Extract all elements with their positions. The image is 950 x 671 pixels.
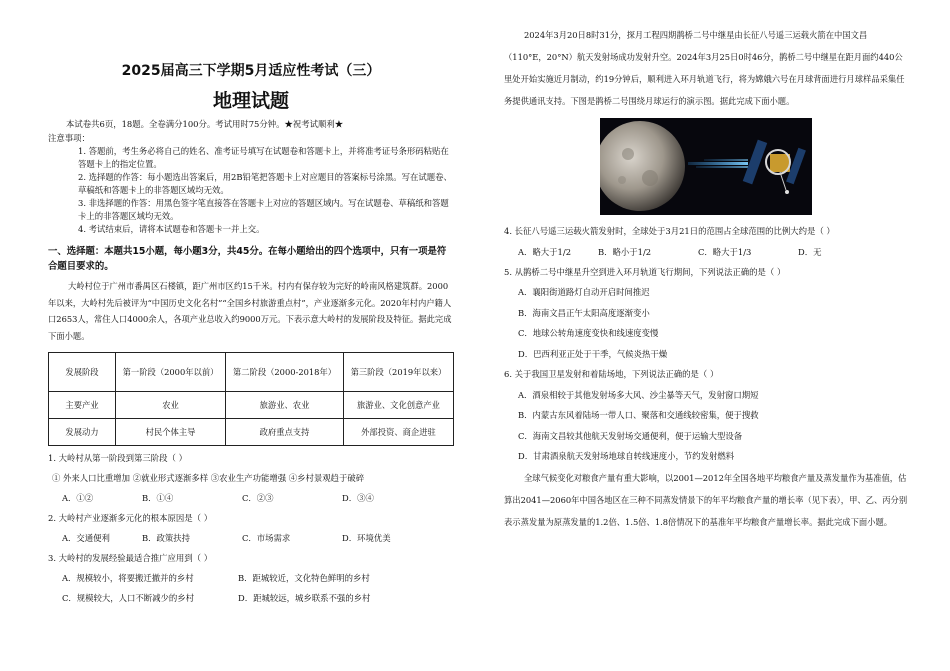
- table-cell: 旅游业、农业: [226, 392, 344, 419]
- notice-item: 3. 非选择题的作答：用黑色签字笔直接答在答题卡上对应的答题区域内。写在试题卷、草稿纸和答题卡上的非答题区域均无效。: [78, 198, 449, 221]
- outro-paragraph: 全球气候变化对粮食产量有重大影响，以2001—2012年全国各地平均粮食产量及蒸发量作为基准值，估算出2041—2060年中国各地区在三种不同蒸发情景下的年平均粮食产量的增长率（见下表），甲、乙、丙分别表示蒸发量为原蒸发量的1.2倍、1.5倍、1.8倍情况下的基准年平均粮食产量增长率。据此完成下面小题。: [504, 472, 908, 527]
- table-cell: 农业: [116, 392, 226, 419]
- table-cell: 政府重点支持: [226, 419, 344, 446]
- left-column: [48, 56, 454, 608]
- option-b[interactable]: B．内蒙古东风着陆场一带人口、聚落和交通线较密集，便于搜救: [518, 410, 759, 420]
- option-d[interactable]: D．③④: [342, 493, 374, 503]
- table-cell: 主要产业: [49, 392, 116, 419]
- intro-paragraph: 2024年3月20日8时31分，探月工程四期鹊桥二号中继星由长征八号遥三运载火箭在中国文昌（110°E，20°N）航天发射场成功发射升空。2024年3月25日0时46分，鹊桥二号中继星在距月面约440公里处开始实施近月制动，约19分钟后，顺利进入环月轨道飞行，将为嫦娥六号在月球背面进行月球样品采集任务提供通讯支持。下图是鹊桥二号围绕月球运行的演示图。据此完成下面小题。: [504, 30, 905, 106]
- subject-title: 地理试题: [212, 90, 289, 112]
- table-cell: 发展动力: [49, 419, 116, 446]
- question-3-options-row1: [48, 568, 454, 588]
- intro-paragraph: 大岭村位于广州市番禺区石楼镇，距广州市区约15千米。村内有保存较为完好的岭南风格建筑群。2000年以来，大岭村先后被评为“中国历史文化名村”“全国乡村旅游重点村”，产业逐渐多元化。2020年村内户籍人口2653人，常住人口4000余人，各项产业总收入约9000万元。下表示意大岭村的发展阶段及特征。据此完成下面小题。: [48, 281, 452, 341]
- notice-label: 注意事项：: [48, 133, 90, 143]
- option-d[interactable]: D．无: [798, 246, 822, 257]
- option-c[interactable]: C．市场需求: [242, 533, 291, 543]
- question-2-stem: 2. 大岭村产业逐渐多元化的根本原因是（ ）: [48, 513, 213, 523]
- right-column: [504, 24, 908, 533]
- option-a[interactable]: A．①②: [62, 493, 94, 503]
- question-1-stem: 1. 大岭村从第一阶段到第三阶段（ ）: [48, 453, 187, 463]
- option-b[interactable]: B．海南文昌正午太阳高度逐渐变小: [518, 307, 650, 318]
- option-b[interactable]: B．距城较近，文化特色鲜明的乡村: [238, 573, 370, 583]
- option-b[interactable]: B．政策扶持: [142, 533, 191, 543]
- exam-info: 本试卷共6页，18题。全卷满分100分。考试用时75分钟。★祝考试顺利★: [66, 119, 344, 129]
- question-6-stem: 6. 关于我国卫星发射和着陆场地，下列说法正确的是（ ）: [504, 369, 719, 379]
- exam-title: 2025届高三下学期5月适应性考试（三）: [121, 63, 381, 79]
- option-b[interactable]: B．略小于1/2: [598, 246, 652, 257]
- section-title: 一、选择题：本题共15小题，每小题3分，共45分。在每小题给出的四个选项中，只有一项是符合题目要求的。: [48, 246, 447, 272]
- option-a[interactable]: A．酒泉相较于其他发射场多大风、沙尘暴等天气，发射窗口期短: [518, 389, 759, 400]
- table-cell: 村民个体主导: [116, 419, 226, 446]
- question-3-stem: 3. 大岭村的发展经验最适合推广应用到（ ）: [48, 553, 213, 563]
- option-d[interactable]: D．巴西利亚正处于干季，气候炎热干燥: [518, 348, 668, 359]
- option-a[interactable]: A．规模较小，将要搬迁撤并的乡村: [62, 573, 194, 583]
- option-a[interactable]: A．襄阳街道路灯自动开启时间推迟: [518, 287, 650, 297]
- option-c[interactable]: C．略大于1/3: [698, 246, 752, 257]
- moon-satellite-illustration: [600, 118, 812, 215]
- option-c[interactable]: C．海南文昌较其他航天发射场交通便利，便于运输大型设备: [518, 430, 743, 441]
- question-4-stem: 4. 长征八号遥三运载火箭发射时，全球处于3月21日的范围占全球范围的比例大约是（ ）: [504, 226, 835, 236]
- table-header-cell: 第二阶段（2000-2018年）: [226, 353, 344, 392]
- question-4-options: [504, 242, 908, 262]
- option-d[interactable]: D．距城较远，城乡联系不强的乡村: [238, 593, 371, 603]
- table-header-cell: 第一阶段（2000年以前）: [116, 353, 226, 392]
- table-row: [49, 392, 454, 419]
- table-header-cell: 第三阶段（2019年以来）: [343, 353, 453, 392]
- queqiao-orbit-figure: [600, 118, 812, 215]
- option-d[interactable]: D．甘肃酒泉航天发射场地球自转线速度小，节约发射燃料: [518, 451, 735, 461]
- option-c[interactable]: C．地球公转角速度变快和线速度变慢: [518, 328, 659, 338]
- question-5-stem: 5. 从鹊桥二号中继星升空到进入环月轨道飞行期间，下列说法正确的是（ ）: [504, 266, 786, 277]
- table-cell: 旅游业、文化创意产业: [343, 392, 453, 419]
- notice-item: 4. 考试结束后，请将本试题卷和答题卡一并上交。: [78, 224, 265, 234]
- option-a[interactable]: A．交通便利: [62, 533, 110, 543]
- table-header-cell: 发展阶段: [49, 353, 116, 392]
- question-3-options-row2: [48, 588, 454, 608]
- development-table: [48, 352, 454, 446]
- notice-item: 2. 选择题的作答：每小题选出答案后，用2B铅笔把答题卡上对应题目的答案标号涂黑。写在试题卷、草稿纸和答题卡上的非答题区域均无效。: [78, 172, 452, 195]
- question-2-options: [48, 528, 454, 548]
- table-cell: 外部投资、商企进驻: [343, 419, 453, 446]
- notice-list: [48, 145, 454, 236]
- option-a[interactable]: A．略大于1/2: [518, 246, 572, 257]
- option-b[interactable]: B．①④: [142, 493, 174, 503]
- option-d[interactable]: D．环境优美: [342, 533, 391, 543]
- table-row: [49, 419, 454, 446]
- table-header-row: [49, 353, 454, 392]
- notice-item: 1. 答题前，考生务必将自己的姓名、准考证号填写在试题卷和答题卡上，并将准考证号条形码粘贴在答题卡上的指定位置。: [78, 146, 449, 169]
- option-c[interactable]: C．规模较大，人口不断减少的乡村: [62, 593, 195, 603]
- question-1-options: [48, 488, 454, 508]
- question-1-statements: ① 外来人口比重增加 ②就业形式逐渐多样 ③农业生产功能增强 ④乡村景观趋于破碎: [52, 473, 365, 483]
- option-c[interactable]: C．②③: [242, 493, 274, 503]
